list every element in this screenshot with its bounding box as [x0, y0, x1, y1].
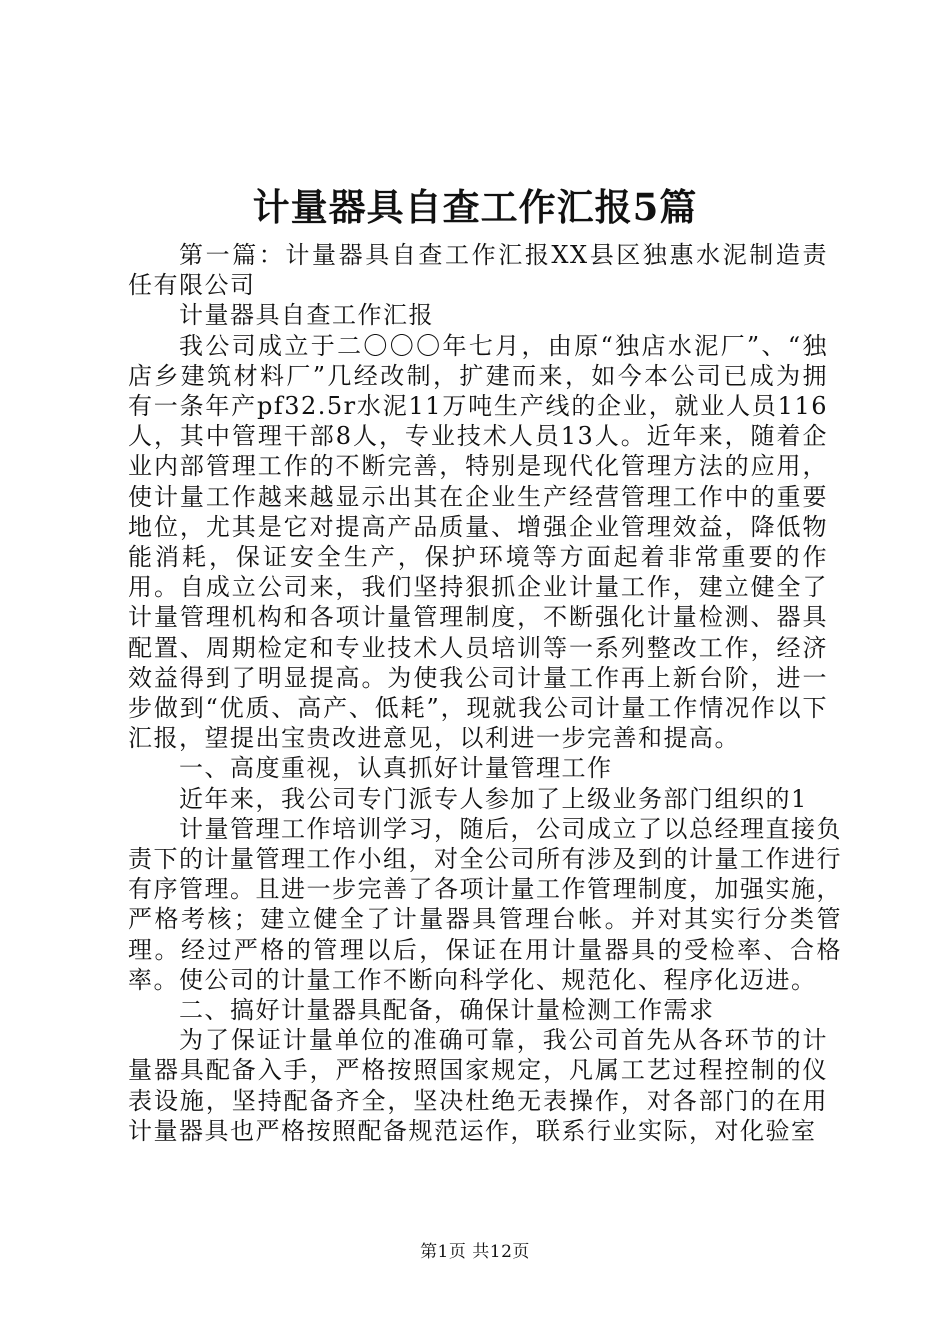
paragraph-management-team: 计量管理工作培训学习，随后，公司成立了以总经理直接负责下的计量管理工作小组，对全公司所有涉及到的计量工作进行有序管理。且进一步完善了各项计量工作管理制度，加强实施，严格考核；建立健全了计量器具管理台帐。并对其实行分类管理。经过严格的管理以后，保证在用计量器具的受检率、合格率。使公司的计量工作不断向科学化、规范化、程序化迈进。: [128, 814, 842, 994]
document-title: 计量器具自查工作汇报5篇: [252, 185, 698, 229]
paragraph-training-intro: 近年来，我公司专门派专人参加了上级业务部门组织的1: [179, 784, 808, 813]
document-body: [128, 240, 842, 1146]
paragraph-heading-two: 二、搞好计量器具配备，确保计量检测工作需求: [179, 996, 715, 1025]
paragraph-heading-one: 一、高度重视，认真抓好计量管理工作: [179, 754, 613, 783]
paragraph-report-subtitle: 计量器具自查工作汇报: [179, 301, 434, 330]
paragraph-equipment-configuration: 为了保证计量单位的准确可靠，我公司首先从各环节的计量器具配备入手，严格按照国家规定，凡属工艺过程控制的仪表设施，坚持配备齐全，坚决杜绝无表操作，对各部门的在用计量器具也严格按照配备规范运作，联系行业实际，对化验室: [128, 1026, 828, 1145]
paragraph-company-overview: 我公司成立于二〇〇〇年七月，由原“独店水泥厂”、“独店乡建筑材料厂”几经改制，扩建而来，如今本公司已成为拥有一条年产pf32.5r水泥11万吨生产线的企业，就业人员116人，其中管理干部8人，专业技术人员13人。近年来，随着企业内部管理工作的不断完善，特别是现代化管理方法的应用，使计量工作越来越显示出其在企业生产经营管理工作中的重要地位，尤其是它对提高产品质量、增强企业管理效益，降低物能消耗，保证安全生产，保护环境等方面起着非常重要的作用。自成立公司来，我们坚持狠抓企业计量工作，建立健全了计量管理机构和各项计量管理制度，不断强化计量检测、器具配置、周期检定和专业技术人员培训等一系列整改工作，经济效益得到了明显提高。为使我公司计量工作再上新台阶，进一步做到“优质、高产、低耗”，现就我公司计量工作情况作以下汇报，望提出宝贵改进意见，以利进一步完善和提高。: [128, 331, 828, 753]
page-number-footer: 第1页 共12页: [420, 1242, 530, 1262]
paragraph-section-one-heading: 第一篇：计量器具自查工作汇报XX县区独惠水泥制造责任有限公司: [128, 241, 828, 300]
